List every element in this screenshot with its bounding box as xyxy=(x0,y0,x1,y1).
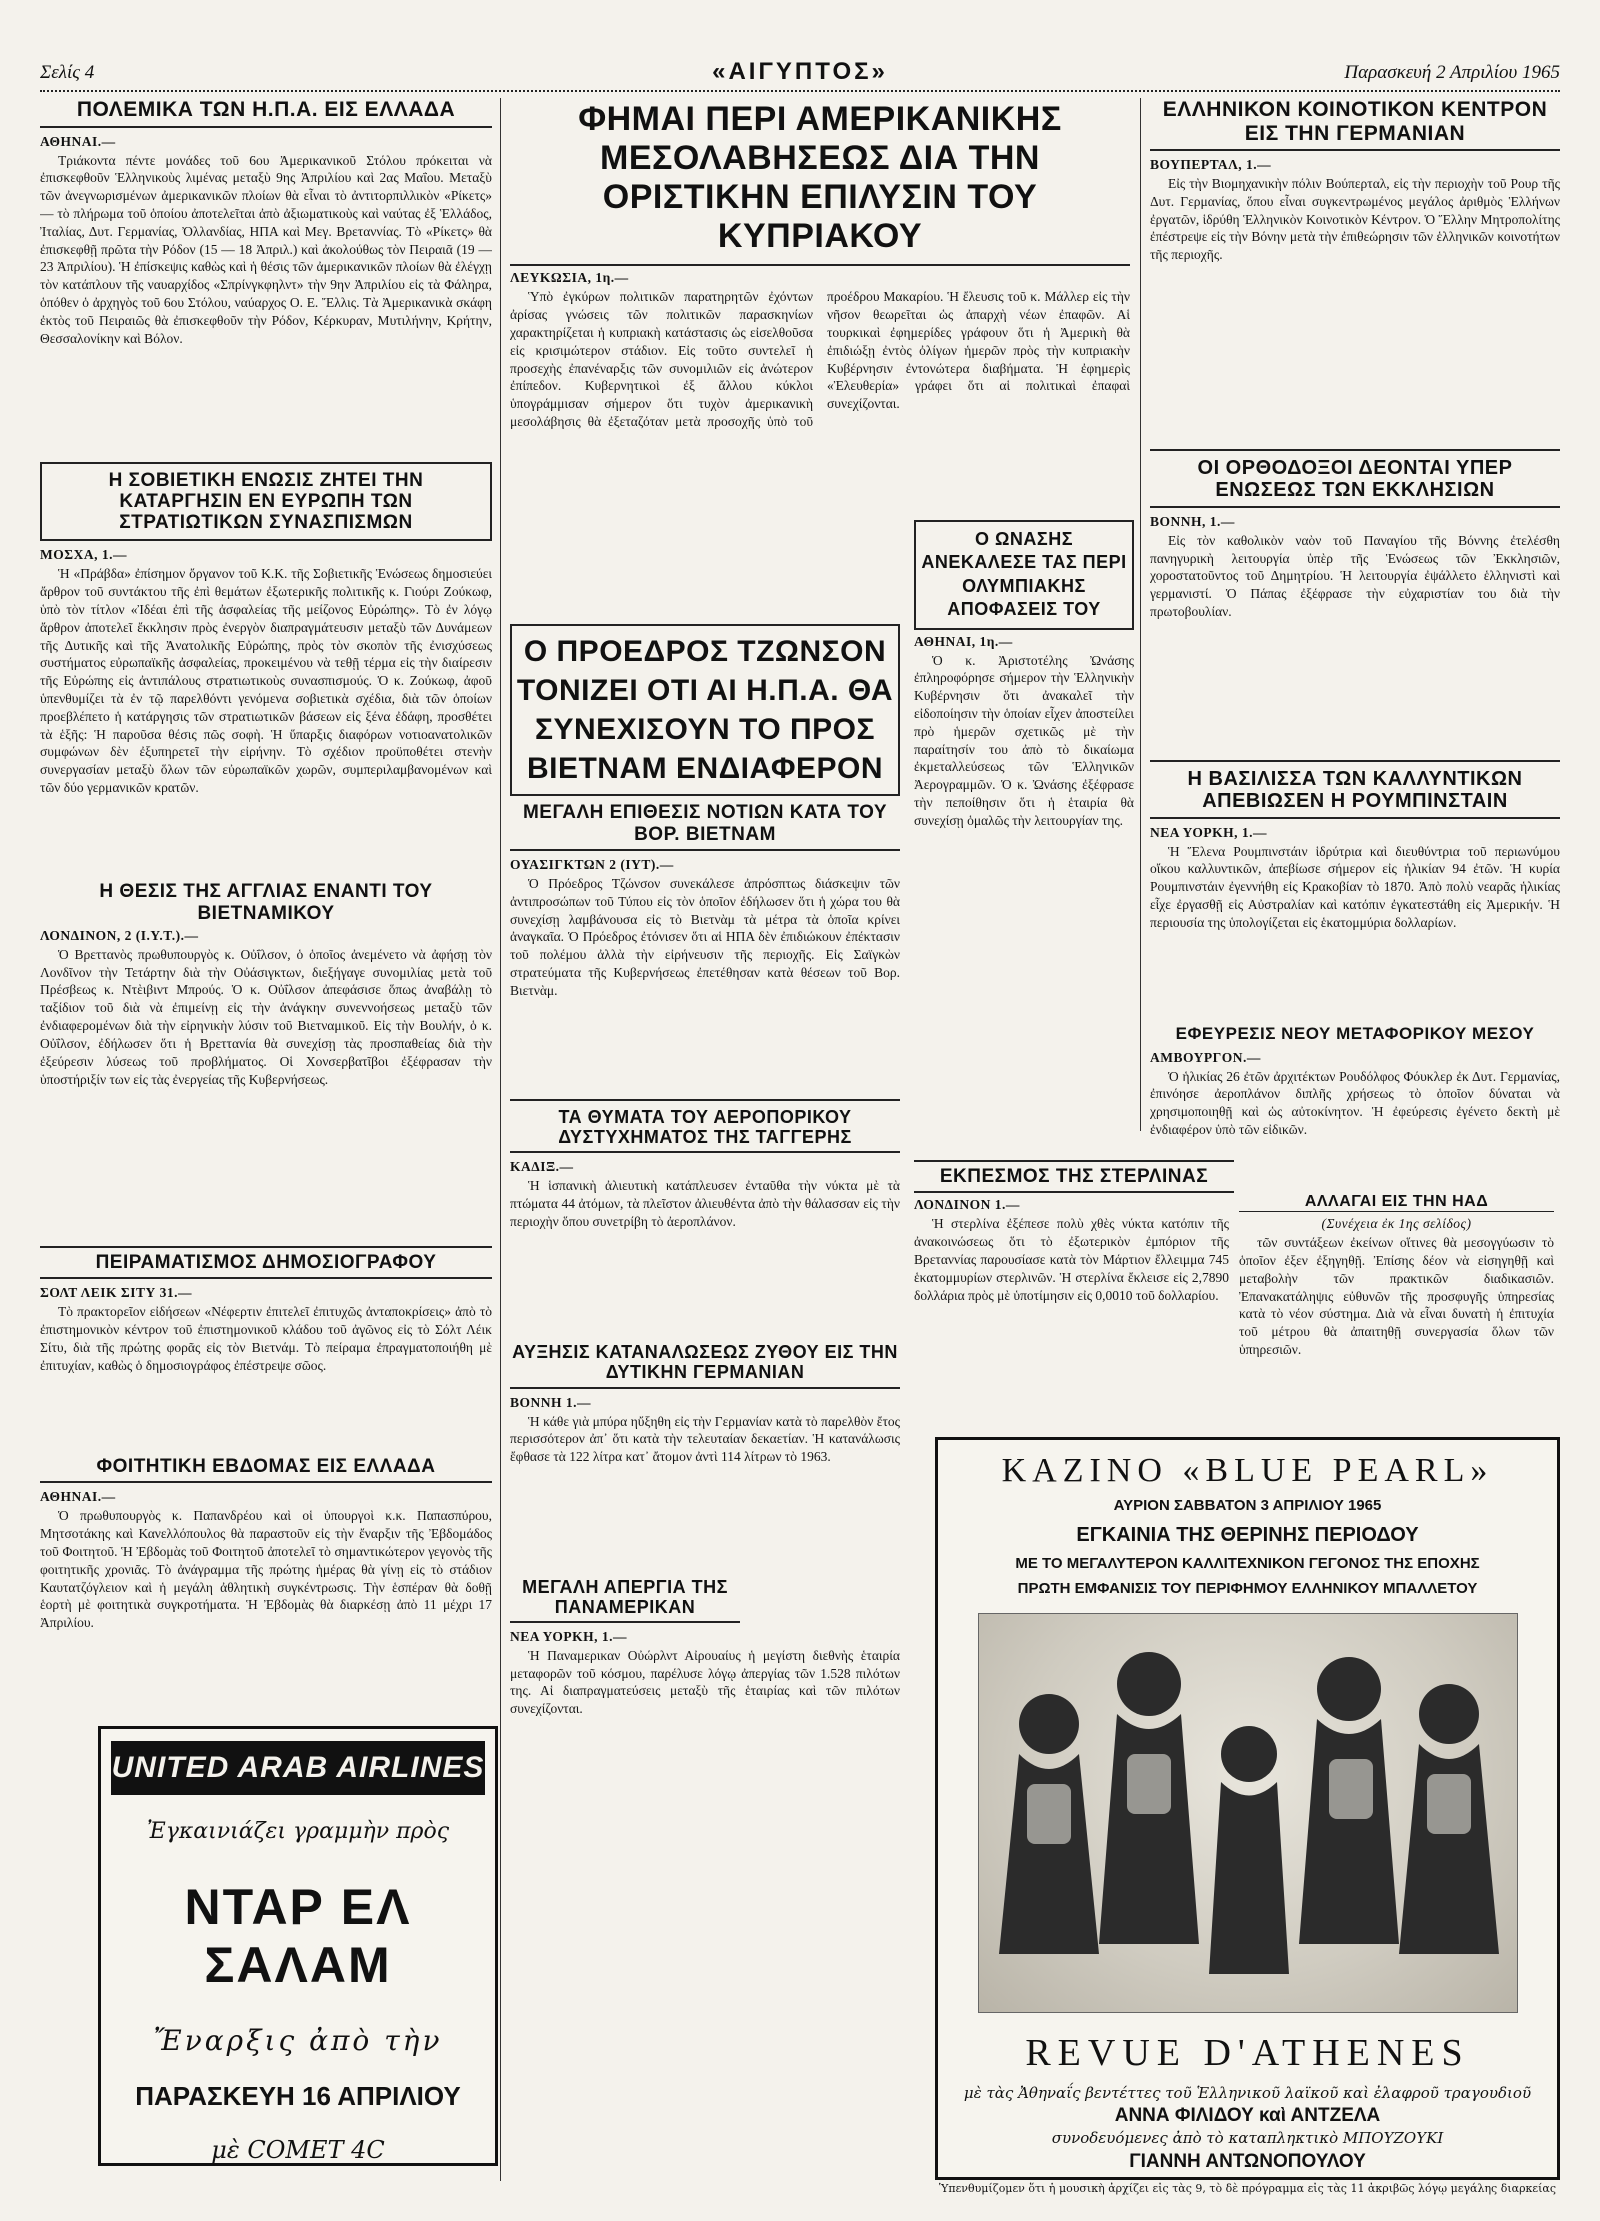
article-headline: ΦΟΙΤΗΤΙΚΗ ΕΒΔΟΜΑΣ ΕΙΣ ΕΛΛΑΔΑ xyxy=(40,1456,492,1483)
article-dateline: ΛΟΝΔΙΝΟΝ 1.— xyxy=(914,1197,1020,1213)
sterling-columns xyxy=(914,1193,1554,1415)
article-dateline: ΛΕΥΚΩΣΙΑ, 1η.— xyxy=(510,270,629,286)
column-rule xyxy=(1140,98,1141,1131)
ad-text: ΑΥΡΙΟΝ ΣΑΒΒΑΤΟΝ 3 ΑΠΡΙΛΙΟΥ 1965 xyxy=(1113,1497,1382,1514)
article-dateline: ΝΕΑ ΥΟΡΚΗ, 1.— xyxy=(510,1628,628,1644)
article-headline: ΑΛΛΑΓΑΙ ΕΙΣ ΤΗΝ ΗΑΔ xyxy=(1239,1193,1554,1212)
article-headline: ΕΦΕΥΡΕΣΙΣ ΝΕΟΥ ΜΕΤΑΦΟΡΙΚΟΥ ΜΕΣΟΥ xyxy=(1175,1023,1535,1043)
ad-text: Ἔναρξις ἀπὸ τὴν xyxy=(153,2024,443,2057)
article-body: Ὁ κ. Ἀριστοτέλης Ὠνάσης ἐπληροφόρησε σήμερον τὴν Ἑλληνικὴν Κυβέρνησιν ὅτι ἀνακαλεῖ τὴν εἰδοποίησιν τὴν ὁποίαν εἶχεν ἀποστείλει πρὸ ἡμερῶν σχετικῶς μὲ τὴν παραίτησίν του ἀπὸ τὸ δικαίωμα ἐκμεταλλεύσεως τῶν Ἑλληνικῶν Ἀερογραμμῶν. Ὁ κ. Ὠνάσης ἐξέφρασε τὴν πεποίθησιν ὅτι ἡ ἑταιρία θὰ συνεχίσῃ ὁμαλῶς τὴν λειτουργίαν της. xyxy=(914,652,1134,828)
article-body: Ὑπὸ ἐγκύρων πολιτικῶν παρατηρητῶν ἐχόντων ἀρίσας γνώσεις τῶν πολιτικῶν παρασκηνίων χαρακτηρίζεται ἡ κυπριακὴ κατάστασις ὡς εἰσελθοῦσα εἰς κρισιμώτερον στάδιον. Εἰς τοῦτο συντελεῖ ἡ προσεχὴς ἐπανέναρξις τῶν συνομιλιῶν εἰς ἀνώτερον ἐπίπεδον. Κυβερνητικοὶ ἐξ ἄλλου κύκλοι ὑπογράμμισαν σήμερον ὅτι τυχὸν ἀμερικανικὴ μεσολάβησις θὰ ἐξεταζόταν μετὰ προσοχῆς ὑπὸ τοῦ προέδρου Μακαρίου. Ἡ ἔλευσις τοῦ κ. Μάλλερ εἰς τὴν νῆσον θεωρεῖται ὡς ἀπαρχὴ νέων ἐπαφῶν. Αἱ τουρκικαὶ ἐφημερίδες γράφουν ὅτι ἡ Ἀμερικὴ θὰ ἐπιδιώξῃ ἐντὸς ὀλίγων ἡμερῶν πρὸς τὴν κυπριακὴν Κυβέρνησιν ἐντονώτερα διαβήματα. Ἡ ἐφημερὶς «Ἐλευθερία» γράφει ὅτι αἱ πολιτικαὶ ἐπαφαὶ συνεχίζονται. xyxy=(510,289,1130,430)
article-dateline: ΝΕΑ ΥΟΡΚΗ, 1.— xyxy=(1150,824,1268,840)
airline-logo: UNITED ARAB AIRLINES xyxy=(111,1741,485,1795)
article-dateline: ΑΜΒΟΥΡΓΟΝ.— xyxy=(1150,1049,1261,1065)
article-body: Ἡ κάθε γιὰ μπύρα ηὔξηθη εἰς τὴν Γερμανίαν κατὰ τὸ παρελθὸν ἔτος περισσότερον ἀπ᾽ ὅτι κατὰ τὴν τελευταίαν δεκαετίαν. Ἡ κατανάλωσις ἔφθασε τὰ 122 λίτρα κατ᾽ ἄτομον ἀντὶ 114 λίτρων τὸ 1963. xyxy=(510,1413,900,1465)
article-dateline: ΟΥΑΣΙΓΚΤΩΝ 2 (ΙΥΤ).— xyxy=(510,856,674,872)
ad-text: συνοδευόμενες ἀπὸ τὸ καταπληκτικὸ ΜΠΟΥΖΟΥΚΙ xyxy=(1051,2129,1444,2148)
article-dateline: ΑΘΗΝΑΙ.— xyxy=(40,1489,116,1505)
column-lower-right xyxy=(914,1160,1554,1430)
airline-advertisement xyxy=(98,1726,498,2166)
show-title: REVUE D'ATHENES xyxy=(1025,2031,1470,2074)
article-body: Ὁ πρωθυπουργὸς κ. Παπανδρέου καὶ οἱ ὑπουργοὶ κ.κ. Παπασπύρου, Μητσοτάκης καὶ Κανελλόπουλος θὰ παραστοῦν εἰς τὴν ἔναρξιν τῆς Ἐβδομάδος τοῦ Φοιτητοῦ. Ἡ Ἐβδομὰς τοῦ Φοιτητοῦ ἀποτελεῖ τὸ σημαντικώτερον γεγονὸς τῆς φοιτητικῆς χρονιᾶς. Τὸ ἀνάγραμμα τῆς πρώτης ἡμέρας θὰ γίνῃ εἰς τὸ στάδιον Καυτατζόγλειον καὶ ἡ μεγάλη ἀθλητικὴ συγκέντρωσις. Τὴν ἑσπέραν θὰ δοθῇ ἑορτὴ μὲ φοιτητικὰ συγκροτήματα. Ἡ Ἐβδομὰς θὰ διαρκέσῃ ἀπὸ 11 μέχρι 17 Ἀπριλίου. xyxy=(40,1508,492,1631)
ad-aircraft: μὲ COMET 4C xyxy=(211,2136,385,2164)
ad-destination: ΝΤΑΡ ΕΛ ΣΑΛΑΜ xyxy=(184,1879,412,1993)
article-headline: ΑΥΞΗΣΙΣ ΚΑΤΑΝΑΛΩΣΕΩΣ ΖΥΘΟΥ ΕΙΣ ΤΗΝ ΔΥΤΙΚΗΝ ΓΕΡΜΑΝΙΑΝ xyxy=(510,1342,900,1388)
article-dateline: ΑΘΗΝΑΙ, 1η.— xyxy=(914,633,1013,649)
article-headline: ΠΕΙΡΑΜΑΤΙΣΜΟΣ ΔΗΜΟΣΙΟΓΡΑΦΟΥ xyxy=(40,1246,492,1279)
article-body: Ὁ Πρόεδρος Τζώνσον συνεκάλεσε ἀπρόσπτως διάσκεψιν τῶν ἀντιπροσώπων τοῦ Τύπου εἰς τὸν ὁποῖον ἐδήλωσεν ὅτι ἡ χώρα του θὰ συνεχίσῃ λαμβάνουσα εἰς τὸ Βιετνὰμ τὰ μέτρα τὰ ὁποῖα κρίνει ἀναγκαῖα. Ὁ Πρόεδρος ἐτόνισεν ὅτι αἱ ΗΠΑ δὲν ἐπιδιώκουν ἐπέκτασιν τοῦ πολέμου ἀλλὰ τὴν εἰρήνευσιν τῆς περιοχῆς. Εἰς Σαϊγκὼν στρατεύματα τῆς Κυβερνήσεως ἐπετέθησαν κατὰ θέσεων τοῦ Βορ. Βιετνὰμ. xyxy=(510,875,900,998)
ad-text: ΠΡΩΤΗ ΕΜΦΑΝΙΣΙΣ ΤΟΥ ΠΕΡΙΦΗΜΟΥ ΕΛΛΗΝΙΚΟΥ ΜΠΑΛΛΕΤΟΥ xyxy=(1017,1580,1478,1597)
article-body: Ἡ Ἕλενα Ρουμπινστάιν ἱδρύτρια καὶ διευθύντρια τοῦ περιωνύμου οἴκου καλλυντικῶν, ἀπεβίωσε σήμερον εἰς ἡλικίαν 94 ἐτῶν. Ἡ κυρία Ρουμπινστάιν ἐγεννήθη εἰς Κρακοβίαν τὸ 1870. Ἀπὸ πολὺ νεαρᾶς ἡλικίας εἶχε ἐργασθῇ εἰς Αὐστραλίαν καὶ κατόπιν ἐγκατεστάθη εἰς Ἀμερικήν. Ἡ περιουσία της ὑπολογίζεται εἰς ἑκατομμύρια δολλαρίων. xyxy=(1150,843,1560,930)
issue-date: Παρασκευή 2 Απριλίου 1965 xyxy=(1344,62,1560,83)
article-dateline: ΒΟΝΝΗ, 1.— xyxy=(1150,513,1235,529)
article-headline: Ο ΠΡΟΕΔΡΟΣ ΤΖΩΝΣΟΝ ΤΟΝΙΖΕΙ ΟΤΙ ΑΙ Η.Π.Α. ΘΑ ΣΥΝΕΧΙΣΟΥΝ ΤΟ ΠΡΟΣ ΒΙΕΤΝΑΜ ΕΝΔΙΑΦΕΡΟΝ xyxy=(510,624,900,796)
column-left xyxy=(40,98,492,1718)
article-subheadline: ΜΕΓΑΛΗ ΕΠΙΘΕΣΙΣ ΝΟΤΙΩΝ ΚΑΤΑ ΤΟΥ ΒΟΡ. ΒΙΕΤΝΑΜ xyxy=(510,802,900,851)
article-headline: ΦΗΜΑΙ ΠΕΡΙ ΑΜΕΡΙΚΑΝΙΚΗΣ ΜΕΣΟΛΑΒΗΣΕΩΣ ΔΙΑ ΤΗΝ ΟΡΙΣΤΙΚΗΝ ΕΠΙΛΥΣΙΝ ΤΟΥ ΚΥΠΡΙΑΚΟΥ xyxy=(510,98,1130,266)
article-headline: ΤΑ ΘΥΜΑΤΑ ΤΟΥ ΑΕΡΟΠΟΡΙΚΟΥ ΔΥΣΤΥΧΗΜΑΤΟΣ ΤΗΣ ΤΑΓΓΕΡΗΣ xyxy=(510,1099,900,1153)
article-dateline: ΑΘΗΝΑΙ.— xyxy=(40,133,116,149)
article-headline: Η ΒΑΣΙΛΙΣΣΑ ΤΩΝ ΚΑΛΛΥΝΤΙΚΩΝ ΑΠΕΒΙΩΣΕΝ Η ΡΟΥΜΠΙΝΣΤΑΙΝ xyxy=(1150,760,1560,819)
article-headline: Η ΣΟΒΙΕΤΙΚΗ ΕΝΩΣΙΣ ΖΗΤΕΙ ΤΗΝ ΚΑΤΑΡΓΗΣΙΝ ΕΝ ΕΥΡΩΠΗ ΤΩΝ ΣΤΡΑΤΙΩΤΙΚΩΝ ΣΥΝΑΣΠΙΣΜΩΝ xyxy=(40,462,492,542)
article-body: Ἡ Παναμερικαν Οὐώρλντ Αἰρουαίυς ἡ μεγίστη διεθνὴς ἑταιρία μεταφορῶν τοῦ κόσμου, παρέλυσε λόγῳ ἀπεργίας τῶν 1.528 πιλότων της. Αἱ διαπραγματεύσεις μεταξὺ τῆς ἑταιρίας καὶ τῶν πιλότων συνεχίζονται. xyxy=(510,1647,900,1717)
article-dateline: ΜΟΣΧΑ, 1.— xyxy=(40,547,127,563)
article-headline: Ο ΩΝΑΣΗΣ ΑΝΕΚΑΛΕΣΕ ΤΑΣ ΠΕΡΙ ΟΛΥΜΠΙΑΚΗΣ ΑΠΟΦΑΣΕΙΣ ΤΟΥ xyxy=(914,520,1134,630)
article-headline: ΠΟΛΕΜΙΚΑ ΤΩΝ Η.Π.Α. ΕΙΣ ΕΛΛΑΔΑ xyxy=(40,98,492,128)
bandleader-name: ΓΙΑΝΝΗ ΑΝΤΩΝΟΠΟΥΛΟΥ xyxy=(1129,2150,1366,2172)
article-headline: ΜΕΓΑΛΗ ΑΠΕΡΓΙΑ ΤΗΣ ΠΑΝΑΜΕΡΙΚΑΝ xyxy=(510,1577,740,1623)
article-subheadline: (Συνέχεια ἐκ 1ης σελίδος) xyxy=(1321,1216,1472,1232)
ad-text: ΕΓΚΑΙΝΙΑ ΤΗΣ ΘΕΡΙΝΗΣ ΠΕΡΙΟΔΟΥ xyxy=(1076,1523,1419,1546)
article-body: Ὁ Βρεττανὸς πρωθυπουργὸς κ. Οὐΐλσον, ὁ ὁποῖος ἀνεμένετο νὰ ἀφήσῃ τὸν Λονδῖνον τὴν Τετάρτην διὰ τὴν Οὐάσιγκτων, διεξήγαγε συνομιλίας μετὰ τοῦ Πρέσβεως κ. Ντὲιβιντ Μπρούς. Ὁ κ. Οὐΐλσον ἀπεφάσισε ὅπως ἀναβάλῃ τὸ ταξίδιον τοῦ διὰ νὰ ἐπιμείνῃ εἰς τὴν ἀνάγκην συνεννοήσεως μεταξὺ τῶν ἐνδιαφερομένων διὰ τὴν εἰρηνικὴν λύσιν τοῦ Βιετναμικοῦ. Εἰς τὴν Βουλήν, ὁ κ. Οὐΐλσον, ἐδήλωσεν ὅτι ἡ Βρεττανία θὰ συνεχίσῃ τὰς προσπαθείας διὰ τὴν ἐξεύρεσιν λύσεως τοῦ προβλήματος. Οἱ Χονσερβατῖβοι ἐξέφρασαν τὴν ὑποστήριξίν των εἰς τὰς ἐνεργείας τῆς Κυβερνήσεως. xyxy=(40,946,492,1087)
ad-text: Ἐγκαινιάζει γραμμὴν πρὸς xyxy=(146,1819,450,1844)
article-body: Ἡ ἱσπανικὴ ἀλιευτικὴ κατάπλευσεν ἐνταῦθα τὴν νύκτα μὲ τὰ πτώματα 44 ἀτόμων, τὰ πλεῖστον ἀλιευθέντα ἀπὸ τὴν θάλασσαν εἰς τὴν περιοχὴν ὅπου συνετρίβη τὸ ἀεροπλάνον. xyxy=(510,1178,900,1229)
article-dateline: ΛΟΝΔΙΝΟΝ, 2 (Ι.Υ.Τ.).— xyxy=(40,927,199,943)
article-headline: ΕΛΛΗΝΙΚΟΝ ΚΟΙΝΟΤΙΚΟΝ ΚΕΝΤΡΟΝ ΕΙΣ ΤΗΝ ΓΕΡΜΑΝΙΑΝ xyxy=(1150,98,1560,151)
ad-title: ΚΑΖΙΝΟ «BLUE PEARL» xyxy=(1001,1452,1494,1489)
article-body: Τριάκοντα πέντε μονάδες τοῦ 6ου Ἀμερικανικοῦ Στόλου πρόκειται νὰ ἐπισκεφθοῦν Ἑλληνικοὺς λιμένας μεταξὺ 9ης Ἀπριλίου καὶ 2ας Μαΐου. Μεταξὺ τῶν ἀνεγνωρισμένων ἀμερικανικῶν πλοίων θὰ εἶναι τὸ ἀντιτορπιλλικὸν «Ρίκετς» — τὸ πλήρωμα τοῦ ὁποίου ἀποτελεῖται ἀπὸ ἀξιωματικοὺς καὶ ναύτας ἐξ Ἑλλάδος, Ἰταλίας, Δυτ. Γερμανίας, Ὀλλανδίας, ΗΠΑ καὶ Μεγ. Βρεταννίας. Τὸ «Ρίκετς» θὰ ἐπισκεφθῇ πρῶτα τὴν Ρόδον (15 — 18 Ἀπριλ.) καὶ ἀκολούθως τὸν Πειραιᾶ (19 — 23 Ἀπριλίου). Ἡ ἐπίσκεψις καθὼς καὶ ἡ θέσις τῶν ἀμερικανικῶν πλοίων θὰ ἐλέγχῃ τὸν κατάπλουν τῆς ναυαρχίδος «Σπρίνγκφηλντ» τὴν 9ην Ἀπριλίου εἰς τὰ Φάληρα, ὁπόθεν ὁ ἀρχηγὸς τοῦ 6ου Στόλου, ναύαρχος Ο. Ε. Ἔλλις. Τὰ Ἀμερικανικὰ σκάφη ἐκτὸς τοῦ Πειραιῶς θὰ ἐπισκεφθοῦν τὴν Ρόδον, Κέρκυραν, Μυτιλήνην, Κρήτην, Θεσσαλονίκην καὶ Βόλον. xyxy=(40,152,492,346)
vietnam-article xyxy=(510,624,900,1946)
masthead xyxy=(40,58,1560,92)
ad-text xyxy=(938,2083,1557,2175)
article-body: Ἡ «Πράβδα» ἐπίσημον ὄργανον τοῦ Κ.Κ. τῆς Σοβιετικῆς Ἑνώσεως δημοσιεύει ἄρθρον τοῦ συντάκτου τῆς ἐπὶ θεμάτων ἐξωτερικῆς πολιτικῆς κ. Γιούρι Ζούκωφ, ὑπὸ τὸν τίτλον «Ἰδέαι ἐπὶ τῆς ἀσφαλείας τῆς μείζονος Εὐρώπης». Τὸ ἐν λόγῳ ἄρθρον ἀποτελεῖ ἔκκλησιν πρὸς ἐνεργὸν διαπραγμάτευσιν μεταξὺ τῶν Δυνάμεων τῆς Δυτικῆς καὶ τῆς Ἀνατολικῆς Εὐρώπης, πρὸς τὸν σκοπὸν τῆς ἐνισχύσεως συστήματος εὐρωπαϊκῆς ἀσφαλείας, προκειμένου νὰ τεθῇ τέρμα εἰς τὴν διαίρεσιν τῆς Εὐρώπης εἰς ἀντιπάλους στρατιωτικοὺς συνασπισμούς. Ὁ κ. Ζούκωφ, ἀφοῦ ὑπενθυμίζει τὰ ἐν τῷ παρελθόντι γενόμενα σοβιετικὰ σχέδια, διὰ τῶν ὁποίων προεβλέπετο ἡ κατάργησις τῶν στρατιωτικῶν βάσεων εἰς ξένα ἐδάφη, προσθέτει τὰ ἑξῆς: Ἡ παροῦσα θέσις πῶς σοφὴ. Ἡ ὕπαρξις διαφόρων νοτιοανατολικῶν συμφώνων δὲν ἐξυπηρετεῖ τὴν εἰρήνην. Τὸ σχέδιον προϋποθέτει στενὴν συνεργασίαν μεταξὺ ὅλων τῶν εὐρωπαϊκῶν χωρῶν, συμπεριλαμβανομένων καὶ τῶν δύο γερμανικῶν κρατῶν. xyxy=(40,566,492,796)
changes-column xyxy=(1239,1193,1554,1415)
article-dateline: ΣΟΛΤ ΛΕΙΚ ΣΙΤΥ 31.— xyxy=(40,1285,192,1301)
article-dateline: ΒΟΝΝΗ 1.— xyxy=(510,1394,592,1410)
article-headline: Η ΘΕΣΙΣ ΤΗΣ ΑΓΓΛΙΑΣ ΕΝΑΝΤΙ ΤΟΥ ΒΙΕΤΝΑΜΙΚΟΥ xyxy=(99,881,433,924)
newspaper-title: «ΑΙΓΥΠΤΟΣ» xyxy=(712,58,888,85)
ad-date: ΠΑΡΑΣΚΕΥΗ 16 ΑΠΡΙΛΙΟΥ xyxy=(135,2081,461,2111)
ad-text: μὲ τὰς Ἀθηναΐς βεντέττες τοῦ Ἑλληνικοῦ λαϊκοῦ καὶ ἐλαφροῦ τραγουδιοῦ xyxy=(963,2083,1532,2102)
article-body: Εἰς τὸν καθολικὸν ναὸν τοῦ Παναγίου τῆς Βόννης ἐτελέσθη πανηγυρικὴ λειτουργία ὑπὲρ τῆς Ἑνώσεως τῶν Ἐκκλησιῶν, χοροστατοῦντος τοῦ Δημητρίου. Ἡ λειτουργία ἐψάλλετο ἑλληνιστὶ καὶ γερμανιστί. Ὁ Πάπας ἐξέφρασε τὴν εὐχαριστίαν του διὰ τὴν πρωτοβουλίαν. xyxy=(1150,532,1560,620)
article-dateline: ΚΑΔΙΞ.— xyxy=(510,1159,574,1175)
article-body: τῶν συντάξεων ἐκείνων οἵτινες θὰ μεσογγύωσιν τὸ ὁποῖον ἐξεν ἐξηγηθῇ. Ἐπίσης δέον νὰ εἰσηγηθῇ καὶ μεταβολὴν τῶν πρακτικῶν διαδικασιῶν. Ἐπανακατάληψις εὐθυνῶν τῆς προσφυγῆς ὑπηρεσίας κατὰ τὸ νέον σύστημα. Διὰ νὰ εἶναι δυνατὴ ἡ ἐπιτυχία τοῦ μέτρου θὰ ἀπαιτηθῇ συνεργασία ὅλων τῶν ὑπηρεσιῶν. xyxy=(1239,1235,1554,1358)
performers-photo xyxy=(978,1613,1518,2013)
article-body: Τὸ πρακτορεῖον εἰδήσεων «Νέφερτιν ἐπιτελεῖ ἐπιτυχῶς ἀνταποκρίσεις» ἀπὸ τὸ ἐπιστημονικὸν κέντρον τοῦ ἐπιστημονικοῦ κλάδου τοῦ ἀγῶνος εἰς τὸ Σόλτ Λέικ Σίτυ, διὰ τῆς πρώτης φορᾶς εἰς τὸν Βιετνάμ. Τὸ πείραμα ἐπραγματοποιήθη μὲ ἐπιτυχίαν, καθὼς ὁ δημοσιογράφος ἐπέστρεψε σῶος. xyxy=(40,1304,492,1373)
article-headline: ΕΚΠΕΣΜΟΣ ΤΗΣ ΣΤΕΡΛΙΝΑΣ xyxy=(914,1160,1234,1193)
performers-illustration xyxy=(979,1614,1519,2014)
article-headline: ΟΙ ΟΡΘΟΔΟΞΟΙ ΔΕΟΝΤΑΙ ΥΠΕΡ ΕΝΩΣΕΩΣ ΤΩΝ ΕΚΚΛΗΣΙΩΝ xyxy=(1150,449,1560,508)
sterling-column xyxy=(914,1193,1229,1415)
article-body: Εἰς τὴν Βιομηχανικὴν πόλιν Βούπερταλ, εἰς τὴν περιοχὴν τοῦ Ρουρ τῆς Δυτ. Γερμανίας, ὅπου εἶναι συγκεντρωμένος μεγάλος ἀριθμὸς Ἑλλήνων ἐργατῶν, ἱδρύθη Ἑλληνικὸν Κοινοτικὸν Κέντρον. Ὁ Ἕλλην Μητροπολίτης ἐπέστρεψε εἰς τὴν Βόνην μετὰ τὴν ἐπιθεώρησιν τῶν ἑλληνικῶν κοινοτήτων τῆς περιοχῆς. xyxy=(1150,176,1560,263)
casino-advertisement xyxy=(935,1437,1560,2196)
ad-text: ΜΕ ΤΟ ΜΕΓΑΛΥΤΕΡΟΝ ΚΑΛΛΙΤΕΧΝΙΚΟΝ ΓΕΓΟΝΟΣ ΤΗΣ ΕΠΟΧΗΣ xyxy=(1015,1554,1480,1572)
singers-names: ΑΝΝΑ ΦΙΛΙΔΟΥ καὶ ΑΝΤΖΕΛΑ xyxy=(1114,2104,1381,2126)
article-body: Ἡ στερλίνα ἐξέπεσε πολὺ χθὲς νύκτα κατόπιν τῆς ἀνακοινώσεως ὅτι τὸ ἐξωτερικὸν ἐμπόριον τῆς Βρεταννίας παρουσίασε κατὰ τὸν Μάρτιον ἔλλειμμα 745 ἑκατομμυρίων στερλινῶν. Ἡ στερλίνα ἔκλεισε εἰς 2,7890 δολλάρια πρὸς μὲ ὑποτίμησιν εἰς 0,0010 τοῦ δολλαρίου. xyxy=(914,1216,1229,1303)
ad-fineprint: Ὑπενθυμίζομεν ὅτι ἡ μουσικὴ ἀρχίζει εἰς τὰς 9, τὸ δὲ πρόγραμμα εἰς τὰς 11 ἀκριβῶς λόγῳ μεγάλης διαρκείας xyxy=(938,2182,1557,2196)
column-rule xyxy=(500,98,501,2181)
article-body: Ὁ ἡλικίας 26 ἐτῶν ἀρχιτέκτων Ρουδόλφος Φόυκλερ ἐκ Δυτ. Γερμανίας, ἐπινόησε ἀεροπλάνον διπλῆς χρήσεως τὸ ὁποῖον δύναται νὰ χρησιμοποιηθῇ καὶ ὡς αὐτοκίνητον. Ἡ ἐφεύρεσις ἐγένετο δεκτὴ μὲ ἐνδιαφέρον ὑπὸ τῶν εἰδικῶν. xyxy=(1150,1068,1560,1137)
page-number: Σελίς 4 xyxy=(40,62,95,83)
article-dateline: ΒΟΥΠΕΡΤΑΛ, 1.— xyxy=(1150,157,1272,173)
